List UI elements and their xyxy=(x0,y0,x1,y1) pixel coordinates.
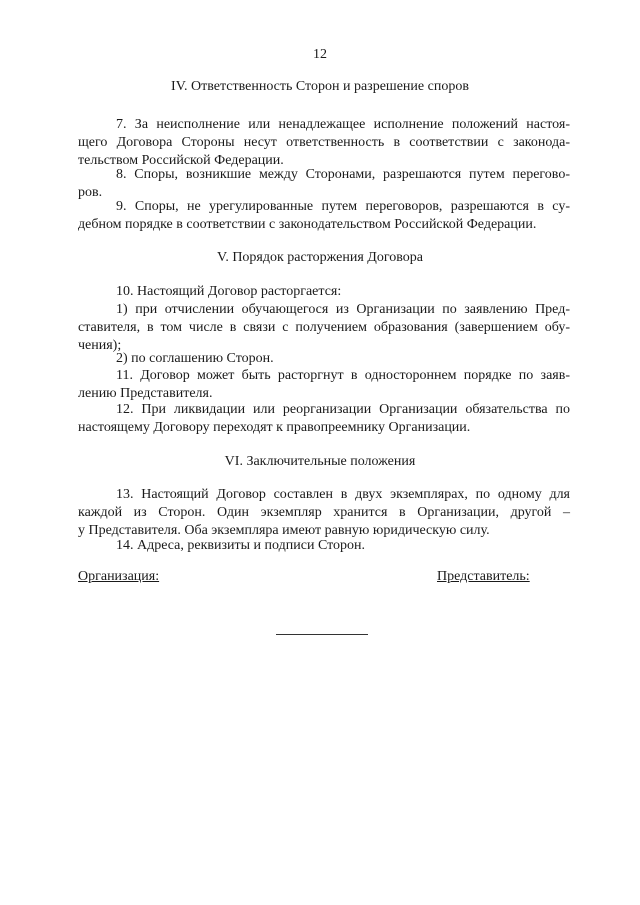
paragraph-10-item-1 xyxy=(78,301,570,355)
text-line: 7. За неисполнение или ненадлежащее исполнение положений настоя- xyxy=(116,117,570,132)
text-line: лению Представителя. xyxy=(78,386,213,401)
section-4-heading: IV. Ответственность Сторон и разрешение споров xyxy=(171,79,469,94)
paragraph-13 xyxy=(78,486,570,540)
text-line: дебном порядке в соответствии с законодательством Российской Федерации. xyxy=(78,217,537,232)
paragraph-9 xyxy=(78,198,570,234)
text-line: 14. Адреса, реквизиты и подписи Сторон. xyxy=(116,538,366,553)
text-line: 11. Договор может быть расторгнут в одностороннем порядке по заяв- xyxy=(116,368,570,383)
text-line: 1) при отчислении обучающегося из Организации по заявлению Пред- xyxy=(116,302,570,317)
text-line: 2) по соглашению Сторон. xyxy=(116,351,274,366)
text-line: 10. Настоящий Договор расторгается: xyxy=(116,284,342,299)
signature-organization-label: Организация: xyxy=(78,569,160,584)
text-line: чения); xyxy=(78,338,122,353)
paragraph-7 xyxy=(78,116,570,170)
text-line: ставителя, в том числе в связи с получением образования (завершением обу- xyxy=(78,320,570,335)
paragraph-14 xyxy=(78,537,570,555)
text-line: 12. При ликвидации или реорганизации Организации обязательства по xyxy=(116,402,570,417)
text-line: ров. xyxy=(78,185,103,200)
paragraph-8 xyxy=(78,166,570,202)
text-line: у Представителя. Оба экземпляра имеют равную юридическую силу. xyxy=(78,523,490,538)
text-line: 13. Настоящий Договор составлен в двух экземплярах, по одному для xyxy=(116,487,570,502)
text-line: 9. Споры, не урегулированные путем переговоров, разрешаются в су- xyxy=(116,199,570,214)
text-line: тельством Российской Федерации. xyxy=(78,153,284,168)
paragraph-10-item-2 xyxy=(78,350,570,368)
paragraph-11 xyxy=(78,367,570,403)
end-divider xyxy=(276,634,368,635)
text-line: 8. Споры, возникшие между Сторонами, разрешаются путем перегово- xyxy=(116,167,570,182)
text-line: каждой из Сторон. Один экземпляр хранится в Организации, другой – xyxy=(78,505,570,520)
section-6-heading: VI. Заключительные положения xyxy=(224,454,416,469)
paragraph-10 xyxy=(78,283,570,301)
page-number: 12 xyxy=(313,47,327,62)
text-line: настоящему Договору переходят к правопреемнику Организации. xyxy=(78,420,471,435)
paragraph-12 xyxy=(78,401,570,437)
signature-representative-label: Представитель: xyxy=(437,569,530,584)
section-5-heading: V. Порядок расторжения Договора xyxy=(217,250,423,265)
text-line: щего Договора Стороны несут ответственность в соответствии с законода- xyxy=(78,135,570,150)
